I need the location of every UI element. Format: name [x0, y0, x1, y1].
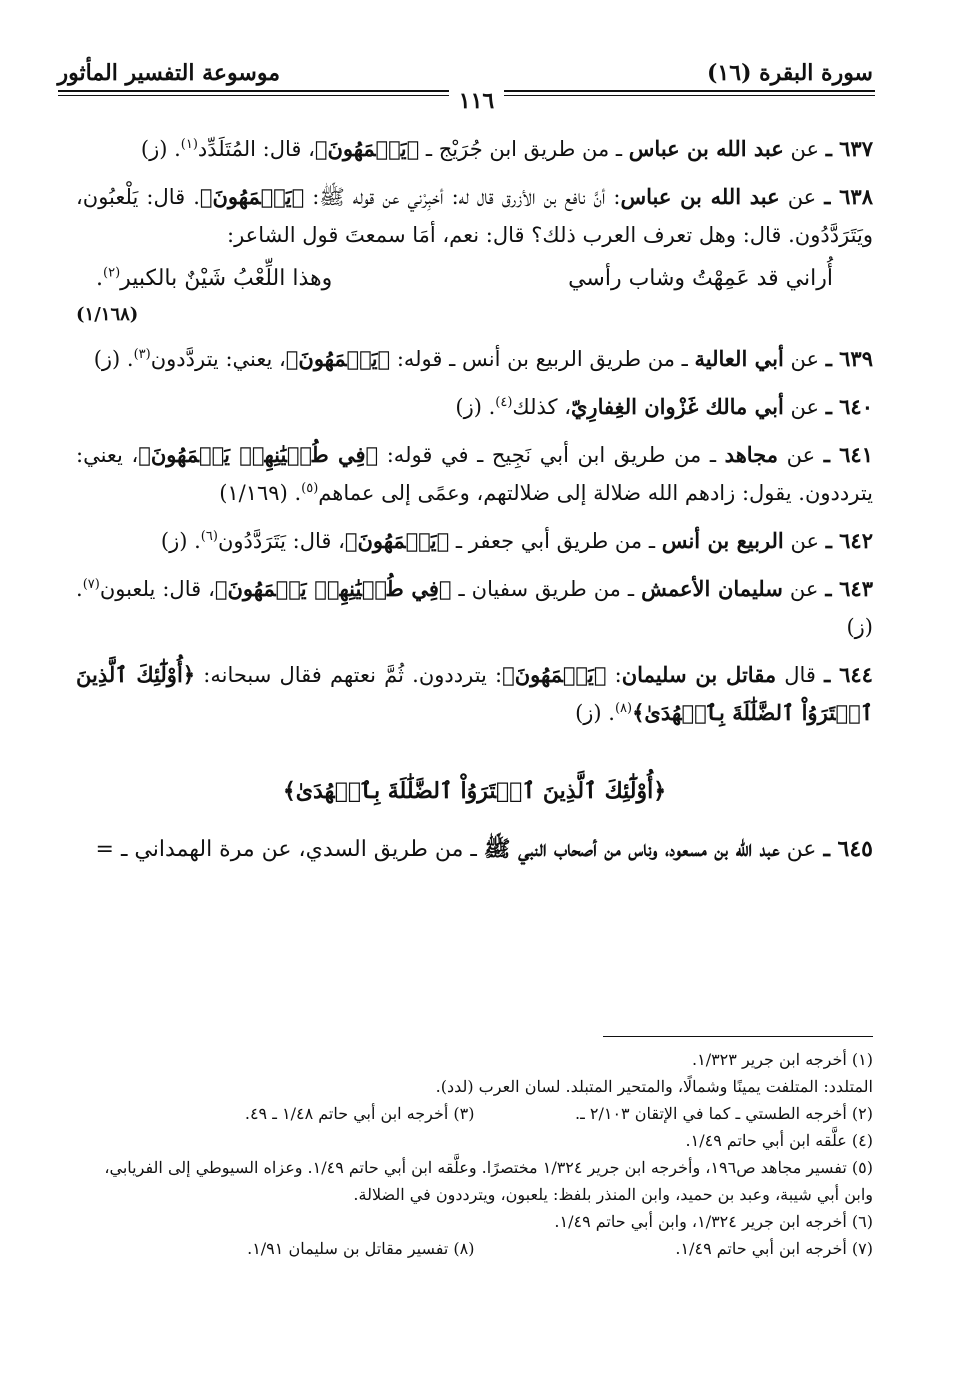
quran-quote: ﴿يَعۡمَهُونَ﴾	[344, 528, 450, 553]
entry-number: ٦٤١ ـ	[823, 442, 873, 467]
entry-tail: . قال: يَلْعبُون، ويَتَرَدَّدُون. قال: وهل تعرف العرب ذلك؟ قال: نعم، أمَا سمعتَ قول الشاعر:	[76, 185, 873, 247]
narrator-name: مجاهد	[724, 442, 778, 467]
footnote-marker[interactable]: (٤)	[495, 395, 513, 410]
quran-quote: ﴿يَعۡمَهُونَ﴾	[285, 346, 391, 371]
section-heading: ﴿أُوْلَٰٓئِكَ ٱلَّذِينَ ٱشۡتَرَوُاْ ٱلضَّلَٰلَةَ بِٱلۡهُدَىٰ﴾	[282, 778, 667, 804]
entry-637	[76, 130, 873, 168]
entry-end: . (ز)	[76, 577, 873, 639]
footnote-5: (٥) تفسير مجاهد ص١٩٦، وأخرجه ابن جرير ١/٣٢٤ مختصرًا. وعلَّقه ابن أبي حاتم ١/٤٩. وعزاه السيوطي إلى الفريابي، وابن أبي شيبة، وعبد بن حميد، وابن المنذر بلفظ: يلعبون، ويترددون في الضلالة.	[104, 1158, 873, 1204]
footnote-3: (٣) أخرجه ابن أبي حاتم ١/٤٨ ـ ٤٩.	[244, 1104, 475, 1123]
footnote-6: (٦) أخرجه ابن جرير ١/٣٢٤، وابن أبي حاتم ١/٤٩.	[554, 1212, 873, 1231]
footnote-marker[interactable]: (٨)	[614, 701, 633, 716]
footnote-8: (٨) تفسير مقاتل بن سليمان ١/٩١.	[247, 1239, 475, 1258]
entry-pre: عن	[790, 137, 819, 161]
entry-number: ٦٤٢ ـ	[825, 528, 873, 553]
entry-pre: عن	[789, 577, 819, 601]
footnote-7: (٧) أخرجه ابن أبي حاتم ١/٤٩.	[675, 1239, 873, 1258]
entry-tail: ، قال: المُتَلَدِّد	[197, 137, 315, 161]
quran-quote: ﴿فِي طُغۡيَٰنِهِمۡ يَعۡمَهُونَ﴾	[214, 576, 452, 601]
entry-end: . (ز)	[575, 701, 615, 725]
entry-end: . (ز)	[455, 395, 496, 419]
entry-number: ٦٤٣ ـ	[825, 576, 873, 601]
entry-end: . (ز)	[93, 347, 134, 371]
footnote-2: (٢) أخرجه الطستي ـ كما في الإتقان ٢/١٠٣ ـ.	[575, 1104, 873, 1123]
entry-tail: ، يعني: يترددون. يقول: زادهم الله ضلالة إلى ضلالتهم، وعمًى إلى عماهم	[76, 443, 873, 505]
entry-number: ٦٣٨ ـ	[824, 184, 873, 209]
footnote-separator	[603, 1036, 873, 1037]
footnote-marker[interactable]: (١)	[180, 137, 198, 152]
entry-643	[76, 570, 873, 646]
entry-text: ـ من طريق أبي جعفر ـ	[455, 529, 655, 553]
footnote-marker[interactable]: (٥)	[301, 481, 319, 496]
quran-quote: ﴿يَعۡمَهُونَ﴾	[199, 184, 305, 209]
entry-number: ٦٤٤ ـ	[824, 662, 873, 687]
poem-hemistich-second: وهذا اللِّعْبُ شَيْنٌ بالكبير	[120, 266, 333, 291]
entry-pre: عن	[787, 185, 817, 209]
entry-640	[76, 388, 873, 426]
entry-638	[76, 178, 873, 330]
narrator-name: أبي العالية	[694, 346, 784, 371]
entry-641	[76, 436, 873, 512]
footnote-marker[interactable]: (٧)	[82, 577, 100, 592]
narrator-name: الربيع بن أنس	[661, 528, 784, 553]
page-number: ١١٦	[449, 88, 504, 114]
poem-hemistich-first: أُراني قد عَمِهْتُ وشاب رأسي	[568, 266, 833, 291]
entry-text: ـ من طريق ابن جُرَيْج ـ	[425, 137, 623, 161]
entry-end: . (١/١٦٩)	[219, 481, 302, 505]
entry-tail: : يترددون. ثُمَّ نعتهم فقال سبحانه:	[203, 663, 503, 687]
entry-pre: عن	[786, 443, 816, 467]
entry-text: : أنَّ نافع بن الأزرق قال له: أخبِرْني عن قوله ﷺ:	[312, 185, 621, 209]
page-number-wrap	[0, 88, 953, 114]
entry-number: ٦٣٩ ـ	[825, 346, 873, 371]
entry-pre: عن	[790, 529, 819, 553]
quran-quote-second: ﴿أُوْلَٰٓئِكَ ٱلَّذِينَ ٱشۡتَرَوُاْ ٱلضَّلَٰلَةَ بِٱلۡهُدَىٰ﴾	[76, 662, 873, 725]
footnote-row	[76, 1235, 873, 1262]
entry-645	[76, 830, 873, 869]
entry-text: ـ من طريق ابن أبي نَجِيح ـ في قوله:	[386, 443, 717, 467]
entry-text: ـ من طريق الربيع بن أنس ـ قوله:	[396, 347, 688, 371]
footnote-row	[76, 1100, 873, 1127]
entry-tail: ـ من طريق السدي، عن مرة الهمداني ـ =	[95, 837, 477, 862]
entry-end: . (ز)	[140, 137, 181, 161]
entry-pre: عن	[790, 395, 819, 419]
footnote-4: (٤) علَّقه ابن أبي حاتم ١/٤٩.	[685, 1131, 873, 1150]
narrator-name: عبد الله بن مسعود، وناس من أصحاب النبي ﷺ	[483, 836, 780, 862]
main-text	[76, 130, 873, 879]
footnote-marker[interactable]: (٢)	[103, 265, 121, 281]
footnotes	[76, 1046, 873, 1262]
entry-number: ٦٤٠ ـ	[825, 394, 873, 419]
volume-reference: (١/١٦٨)	[76, 304, 139, 325]
quran-quote: ﴿فِي طُغۡيَٰنِهِمۡ يَعۡمَهُونَ﴾	[138, 442, 379, 467]
entry-text: ـ من طريق سفيان ـ	[458, 577, 635, 601]
entry-639	[76, 340, 873, 378]
narrator-name: عبد الله بن عباس	[620, 184, 780, 209]
footnote-marker[interactable]: (٦)	[200, 529, 218, 544]
narrator-name: أبي مالك غَزْوان الغِفارِيّ	[570, 394, 784, 419]
narrator-name: عبد الله بن عباس	[628, 136, 784, 161]
entry-text: :	[614, 663, 622, 687]
entry-tail: ، قال: يلعبون	[99, 577, 215, 601]
footnote-marker[interactable]: (٣)	[133, 347, 151, 362]
entry-end: . (ز)	[160, 529, 201, 553]
quran-quote: ﴿يَعۡمَهُونَ﴾	[502, 662, 607, 687]
poem-verse: أُراني قد عَمِهْتُ وشاب رأسي وهذا اللِّعْبُ شَيْنٌ بالكبير$^{(٢)}$.	[76, 260, 873, 298]
entry-number: ٦٤٥ ـ	[823, 836, 873, 862]
entry-tail: ، قال: يَتَرَدَّدُون	[217, 529, 345, 553]
entry-number: ٦٣٧ ـ	[825, 136, 873, 161]
surah-header: سورة البقرة (١٦)	[707, 60, 873, 86]
entry-644	[76, 656, 873, 732]
entry-pre: قال	[784, 663, 816, 687]
narrator-name: مقاتل بن سليمان	[621, 662, 777, 687]
footnote-1-gloss: المتلدد: المتلفت يمينًا وشمالًا، والمتحير المتبلد. لسان العرب (لدد).	[435, 1077, 873, 1096]
quran-quote: ﴿يَعۡمَهُونَ﴾	[314, 136, 420, 161]
book-title-header: موسوعة التفسير المأثور	[57, 60, 280, 86]
entry-pre: عن	[790, 347, 819, 371]
footnote-1: (١) أخرجه ابن جرير ١/٣٢٣.	[692, 1050, 873, 1069]
entry-tail: ، كذلك	[512, 395, 571, 419]
entry-pre: عن	[786, 837, 817, 862]
narrator-name: سليمان الأعمش	[641, 576, 783, 601]
entry-tail: ، يعني: يتردَّدون	[150, 347, 286, 371]
entry-642	[76, 522, 873, 560]
